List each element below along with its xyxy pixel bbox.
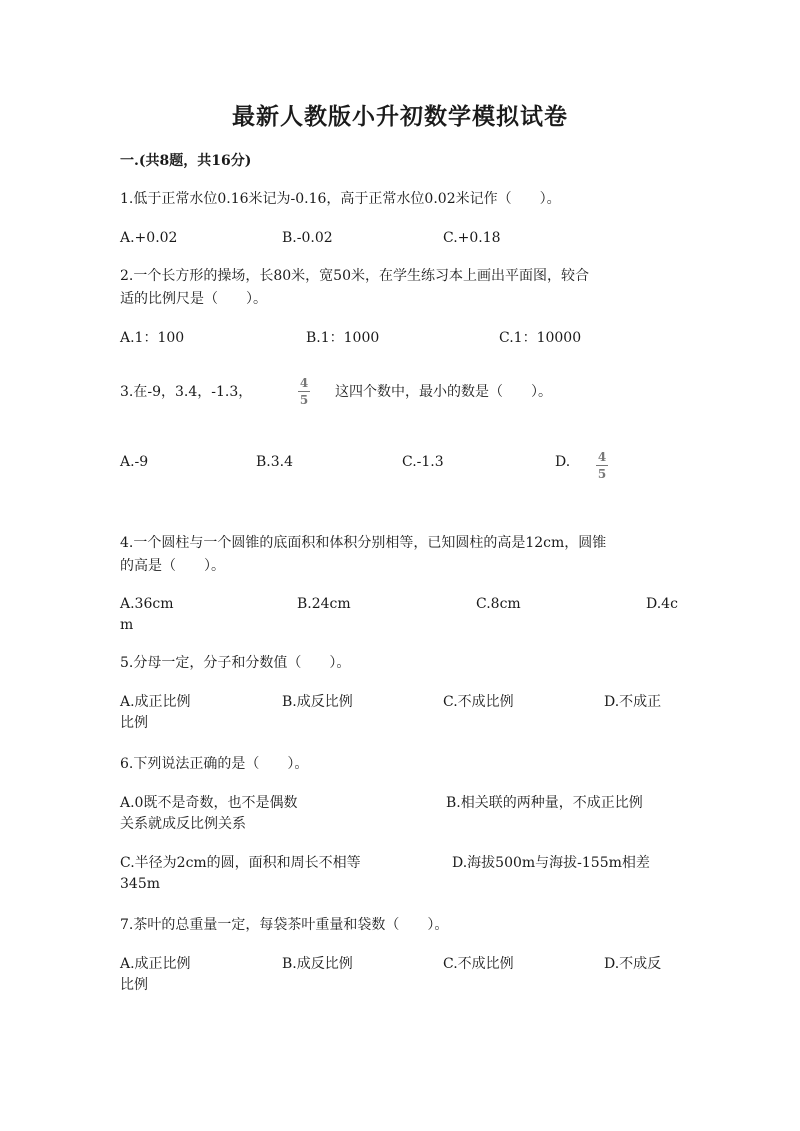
question-1-option-b: B.-0.02 xyxy=(282,230,333,246)
question-7-option-c: C.不成比例 xyxy=(443,956,514,972)
question-3-option-c: C.-1.3 xyxy=(402,454,444,470)
question-6-option-b: B.相关联的两种量，不成正比例 xyxy=(446,795,643,811)
question-6-option-d-wrap: 345m xyxy=(120,876,160,892)
question-2-option-c: C.1：10000 xyxy=(499,330,582,346)
question-3-stem-start: 3.在-9，3.4，-1.3， xyxy=(120,384,253,400)
question-2-option-b: B.1：1000 xyxy=(306,330,380,346)
question-5-option-c: C.不成比例 xyxy=(443,694,514,710)
question-7-option-a: A.成正比例 xyxy=(120,956,191,972)
question-5-stem: 5.分母一定，分子和分数值（ ）。 xyxy=(120,655,351,671)
question-6-option-c: C.半径为2cm的圆，面积和周长不相等 xyxy=(120,855,361,871)
question-6-stem: 6.下列说法正确的是（ ）。 xyxy=(120,756,309,772)
fraction-numerator: 4 xyxy=(597,450,607,464)
question-4-option-c: C.8cm xyxy=(476,596,521,612)
fraction-bar xyxy=(298,391,310,392)
question-7-stem: 7.茶叶的总重量一定，每袋茶叶重量和袋数（ ）。 xyxy=(120,917,449,933)
question-1-stem: 1.低于正常水位0.16米记为-0.16，高于正常水位0.02米记作（ ）。 xyxy=(120,191,561,207)
section-heading: 一.(共8题，共16分) xyxy=(120,153,252,169)
question-2-stem-line-2: 适的比例尺是（ ）。 xyxy=(120,291,267,307)
exam-title: 最新人教版小升初数学模拟试卷 xyxy=(232,103,568,130)
question-1-option-c: C.+0.18 xyxy=(443,230,501,246)
question-3-fraction xyxy=(296,376,312,407)
question-6-option-b-wrap: 关系就成反比例关系 xyxy=(120,816,246,832)
question-2-option-a: A.1：100 xyxy=(120,330,185,346)
question-5-option-a: A.成正比例 xyxy=(120,694,191,710)
question-6-option-a: A.0既不是奇数，也不是偶数 xyxy=(120,795,298,811)
question-2-stem-line-1: 2.一个长方形的操场，长80米，宽50米，在学生练习本上画出平面图，较合 xyxy=(120,268,589,284)
question-3-stem-end: 这四个数中，最小的数是（ ）。 xyxy=(335,384,552,400)
question-4-option-d-wrap: m xyxy=(120,617,134,633)
question-1-option-a: A.+0.02 xyxy=(120,230,178,246)
question-7-option-d: D.不成反 xyxy=(604,956,662,972)
fraction-bar xyxy=(596,465,608,466)
question-4-option-b: B.24cm xyxy=(297,596,351,612)
fraction-denominator: 5 xyxy=(299,393,309,407)
fraction-denominator: 5 xyxy=(597,467,607,481)
question-3-option-d-fraction xyxy=(594,450,610,481)
question-6-option-d: D.海拔500m与海拔-155m相差 xyxy=(452,855,650,871)
question-5-option-d: D.不成正 xyxy=(604,694,662,710)
question-4-stem-line-2: 的高是（ ）。 xyxy=(120,558,225,574)
question-3-option-a: A.-9 xyxy=(120,454,149,470)
question-4-option-d: D.4c xyxy=(646,596,678,612)
question-5-option-d-wrap: 比例 xyxy=(120,715,148,731)
question-7-option-d-wrap: 比例 xyxy=(120,977,148,993)
question-4-stem-line-1: 4.一个圆柱与一个圆锥的底面积和体积分别相等，已知圆柱的高是12cm，圆锥 xyxy=(120,535,607,551)
question-4-option-a: A.36cm xyxy=(120,596,174,612)
question-5-option-b: B.成反比例 xyxy=(282,694,353,710)
fraction-numerator: 4 xyxy=(299,376,309,390)
question-7-option-b: B.成反比例 xyxy=(282,956,353,972)
question-3-option-b: B.3.4 xyxy=(256,454,294,470)
question-3-option-d: D. xyxy=(555,454,571,470)
